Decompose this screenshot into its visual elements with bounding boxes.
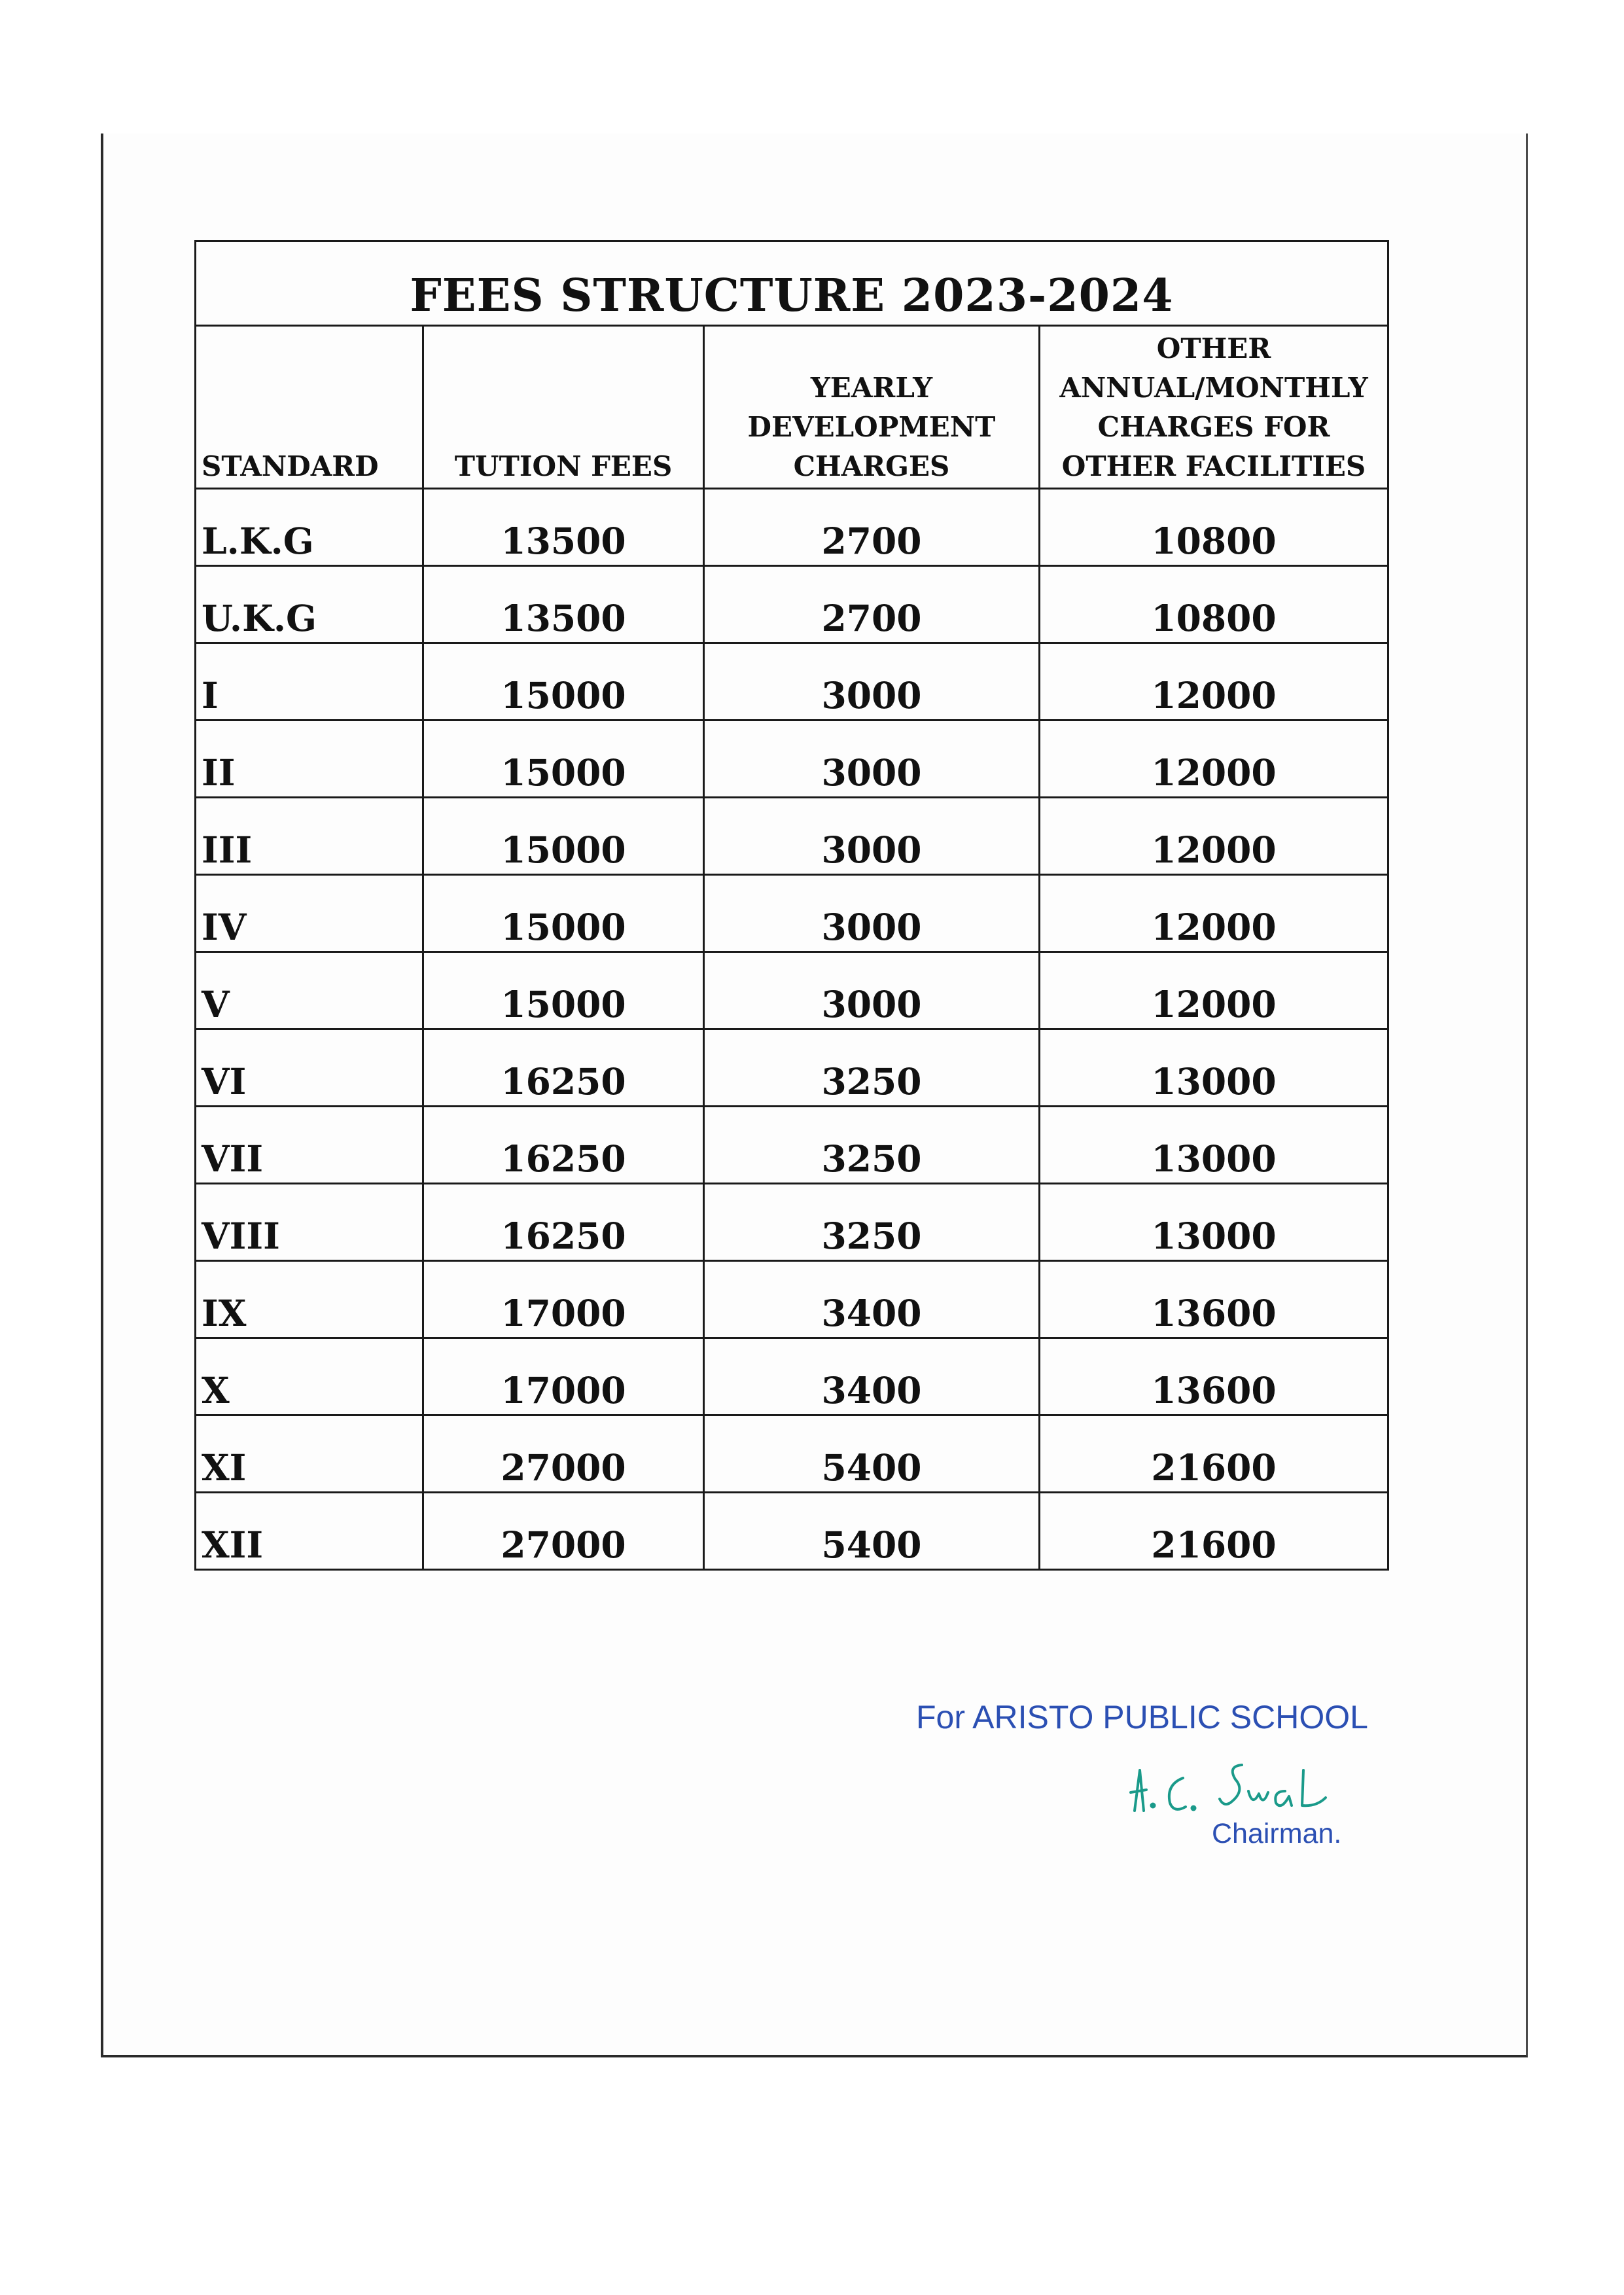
column-header-development-charges: YEARLY DEVELOPMENT CHARGES (704, 326, 1040, 489)
designation-chairman: Chairman. (1212, 1818, 1342, 1849)
signature-block (916, 1698, 1387, 1849)
table-row (196, 1261, 1388, 1338)
other-charges-cell: 12000 (1040, 875, 1388, 952)
standard-cell: XII (196, 1493, 423, 1570)
table-row (196, 952, 1388, 1029)
column-header-tuition-fees: TUTION FEES (423, 326, 704, 489)
standard-cell: I (196, 643, 423, 721)
development-charge-cell: 3000 (704, 798, 1040, 875)
tuition-fee-cell: 17000 (423, 1338, 704, 1415)
development-charge-cell: 2700 (704, 489, 1040, 566)
other-charges-cell: 21600 (1040, 1493, 1388, 1570)
development-charge-cell: 5400 (704, 1415, 1040, 1493)
standard-cell: IX (196, 1261, 423, 1338)
tuition-fee-cell: 13500 (423, 489, 704, 566)
tuition-fee-cell: 15000 (423, 875, 704, 952)
standard-cell: VII (196, 1107, 423, 1184)
development-charge-cell: 3400 (704, 1261, 1040, 1338)
other-charges-cell: 13000 (1040, 1107, 1388, 1184)
tuition-fee-cell: 15000 (423, 721, 704, 798)
standard-cell: L.K.G (196, 489, 423, 566)
development-charge-cell: 3000 (704, 721, 1040, 798)
standard-cell: II (196, 721, 423, 798)
tuition-fee-cell: 27000 (423, 1415, 704, 1493)
tuition-fee-cell: 13500 (423, 566, 704, 643)
table-row (196, 1184, 1388, 1261)
handwritten-signature (1125, 1751, 1335, 1823)
tuition-fee-cell: 15000 (423, 643, 704, 721)
standard-cell: V (196, 952, 423, 1029)
development-charge-cell: 5400 (704, 1493, 1040, 1570)
other-charges-cell: 13600 (1040, 1261, 1388, 1338)
development-charge-cell: 3000 (704, 952, 1040, 1029)
table-row (196, 566, 1388, 643)
development-charge-cell: 3400 (704, 1338, 1040, 1415)
tuition-fee-cell: 16250 (423, 1107, 704, 1184)
table-row (196, 1029, 1388, 1107)
standard-cell: XI (196, 1415, 423, 1493)
other-charges-cell: 12000 (1040, 721, 1388, 798)
table-row (196, 1415, 1388, 1493)
standard-cell: III (196, 798, 423, 875)
tuition-fee-cell: 17000 (423, 1261, 704, 1338)
other-charges-cell: 12000 (1040, 798, 1388, 875)
tuition-fee-cell: 27000 (423, 1493, 704, 1570)
table-row (196, 721, 1388, 798)
standard-cell: IV (196, 875, 423, 952)
table-row (196, 643, 1388, 721)
standard-cell: X (196, 1338, 423, 1415)
other-charges-cell: 12000 (1040, 952, 1388, 1029)
standard-cell: VIII (196, 1184, 423, 1261)
standard-cell: U.K.G (196, 566, 423, 643)
other-charges-cell: 10800 (1040, 489, 1388, 566)
column-header-other-charges: OTHER ANNUAL/MONTHLY CHARGES FOR OTHER FACILITIES (1040, 326, 1388, 489)
other-charges-cell: 13000 (1040, 1029, 1388, 1107)
other-charges-cell: 13600 (1040, 1338, 1388, 1415)
tuition-fee-cell: 15000 (423, 952, 704, 1029)
development-charge-cell: 3250 (704, 1184, 1040, 1261)
fee-rows (196, 489, 1388, 1570)
tuition-fee-cell: 16250 (423, 1184, 704, 1261)
fees-structure-table (194, 240, 1389, 1571)
development-charge-cell: 3250 (704, 1107, 1040, 1184)
development-charge-cell: 2700 (704, 566, 1040, 643)
table-row (196, 798, 1388, 875)
table-title: FEES STRUCTURE 2023-2024 (196, 241, 1388, 326)
column-header-row (196, 326, 1388, 489)
table-row (196, 1493, 1388, 1570)
standard-cell: VI (196, 1029, 423, 1107)
table-row (196, 1107, 1388, 1184)
other-charges-cell: 13000 (1040, 1184, 1388, 1261)
development-charge-cell: 3000 (704, 643, 1040, 721)
table-row (196, 1338, 1388, 1415)
other-charges-cell: 21600 (1040, 1415, 1388, 1493)
tuition-fee-cell: 15000 (423, 798, 704, 875)
table-row (196, 875, 1388, 952)
other-charges-cell: 12000 (1040, 643, 1388, 721)
table-row (196, 489, 1388, 566)
tuition-fee-cell: 16250 (423, 1029, 704, 1107)
column-header-standard: STANDARD (196, 326, 423, 489)
other-charges-cell: 10800 (1040, 566, 1388, 643)
development-charge-cell: 3000 (704, 875, 1040, 952)
development-charge-cell: 3250 (704, 1029, 1040, 1107)
school-stamp-line: For ARISTO PUBLIC SCHOOL (916, 1699, 1368, 1735)
